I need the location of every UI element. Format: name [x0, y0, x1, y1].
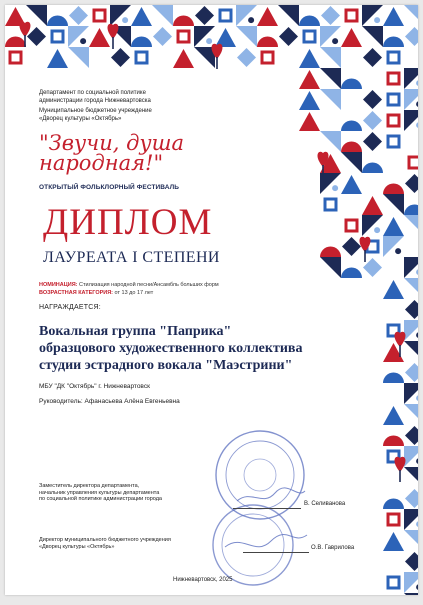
ornament-tile [363, 132, 382, 151]
ornament-tile [299, 112, 320, 131]
ornament-tile [388, 115, 399, 126]
diploma-sheet [5, 5, 418, 595]
ornament-tile [362, 163, 383, 174]
ornament-tile [52, 31, 63, 42]
nomination-row [39, 281, 219, 289]
ornament-tile [416, 122, 418, 128]
ornament-tile [320, 47, 341, 68]
ornament-tile [416, 395, 418, 401]
ornament-tile [89, 28, 110, 47]
ornament-tile [341, 142, 362, 153]
ornament-tile [404, 341, 418, 362]
ornament-tile [47, 16, 68, 27]
ornament-tile [404, 215, 418, 236]
ornament-tile [322, 165, 324, 177]
ornament-tile [405, 300, 418, 319]
ornament-tile [122, 17, 128, 23]
ornament-tile [416, 332, 418, 338]
festival-label: ОТКРЫТЫЙ ФОЛЬКЛОРНЫЙ ФЕСТИВАЛЬ [39, 184, 180, 191]
signatory-1-name: В. Селиванова [304, 501, 346, 507]
winner-institution: МБУ "ДК "Октябрь" г. Нижневартовск [39, 383, 150, 390]
ornament-tile [362, 5, 383, 26]
ornament-tile [404, 467, 418, 488]
winner-line: студии эстрадного вокала "Маэстрини" [39, 358, 293, 373]
ornament-tile [279, 27, 298, 46]
ornament-tile [341, 268, 362, 279]
ornament-tile [388, 73, 399, 84]
ornament-tile [383, 406, 404, 425]
ornament-tile [108, 24, 119, 39]
winner-name [39, 323, 302, 374]
winner-leader: Руководитель: Афанасьева Алёна Евгеньевна [39, 398, 180, 405]
ornament-tile [304, 31, 315, 42]
ornament-tile [10, 52, 21, 63]
winner-line: образцового художественного коллектива [39, 341, 303, 356]
ornament-tile [404, 509, 418, 530]
ornament-tile [405, 489, 418, 508]
department-line: администрации города Нижневартовска [39, 98, 151, 104]
ornament-tile [278, 5, 299, 26]
ornament-tile [383, 436, 404, 447]
ornament-tile [404, 89, 418, 110]
ornament-tile [404, 205, 418, 216]
ornament-tile [320, 89, 341, 110]
ornament-tile [405, 552, 418, 571]
ornament-tile [153, 27, 172, 46]
institution-line: «Дворец культуры «Октябрь» [39, 116, 122, 122]
ornament-tile [112, 37, 114, 49]
ornament-tile [299, 70, 320, 89]
ornament-tile [320, 131, 341, 152]
ornament-tile [416, 269, 418, 275]
ornament-tile [346, 10, 357, 21]
ornament-tile [404, 593, 418, 595]
ornament-tile [131, 7, 152, 26]
awarded-label: НАГРАЖДАЕТСЯ: [39, 304, 101, 311]
ornament-tile [383, 499, 404, 510]
ornament-tile [342, 237, 361, 256]
ornament-tile [388, 94, 399, 105]
festival-slogan [39, 133, 184, 173]
ornament-tile [194, 47, 215, 68]
ornament-tile [363, 111, 382, 130]
ornament-tile [404, 404, 418, 425]
ornament-tile [364, 250, 366, 262]
ornament-tile [363, 90, 382, 109]
ornament-tile [399, 470, 401, 482]
ornament-tile [236, 5, 257, 26]
signatory-2-position [39, 537, 171, 550]
ornament-tile [332, 185, 338, 191]
signatory-2-name: О.В. Гаврилова [311, 545, 355, 551]
laureate-degree: ЛАУРЕАТА I СТЕПЕНИ [43, 249, 220, 266]
department-name [39, 89, 151, 105]
ornament-tile [363, 258, 382, 277]
nomination-block [39, 281, 219, 297]
ornament-tile [341, 175, 362, 194]
ornament-tile [111, 48, 130, 67]
ornament-tile [388, 514, 399, 525]
ornament-tile [136, 52, 147, 63]
ornament-tile [320, 247, 341, 258]
age-category-label: ВОЗРАСТНАЯ КАТЕГОРИЯ: [39, 290, 114, 296]
ornament-tile [216, 57, 218, 69]
ornament-tile [5, 37, 26, 48]
signatory-1-position [39, 483, 162, 503]
ornament-tile [94, 10, 105, 21]
ornament-tile [69, 6, 88, 25]
department-line: Департамент по социальной политике [39, 90, 146, 96]
winner-line: Вокальная группа "Паприка" [39, 324, 232, 339]
signatory-line: Директор муниципального бюджетного учреждения [39, 537, 171, 543]
ornament-tile [47, 49, 68, 68]
ornament-tile [404, 5, 418, 26]
ornament-tile [404, 320, 418, 341]
ornament-tile [262, 52, 273, 63]
ornament-tile [383, 37, 404, 48]
ornament-tile [395, 248, 401, 254]
ornament-tile [68, 47, 89, 68]
ornament-tile [383, 217, 404, 236]
ornament-tile [299, 49, 320, 68]
ornament-tile [416, 521, 418, 527]
ornament-tile [388, 577, 399, 588]
ornament-tile [404, 68, 418, 89]
ornament-tile [173, 49, 194, 68]
institution-line: Муниципальное бюджетное учреждение [39, 108, 152, 114]
ornament-tile [332, 38, 338, 44]
ornament-tile [404, 572, 418, 593]
ornament-tile [383, 373, 404, 384]
slogan-line: народная!" [39, 151, 164, 175]
ornament-tile [346, 220, 357, 231]
nomination-value: Стилизация народной песни/Ансамбль больших форм [79, 282, 219, 288]
ornament-tile [405, 426, 418, 445]
ornament-tile [152, 5, 173, 26]
ornament-tile [404, 278, 418, 299]
ornament-tile [362, 26, 383, 47]
signatory-line: Заместитель директора департамента, [39, 483, 140, 489]
slogan-line: "Звучи, душа [39, 131, 184, 155]
ornament-tile [374, 227, 380, 233]
ornament-tile [383, 7, 404, 26]
ornament-tile [341, 121, 362, 132]
ornament-tile [383, 194, 404, 215]
ornament-tile [405, 27, 418, 46]
ornament-tile [362, 215, 383, 236]
ornament-tile [404, 110, 418, 131]
ornament-tile [194, 26, 215, 47]
ornament-tile [395, 457, 406, 472]
ornament-tile [24, 35, 26, 47]
ornament-tile [27, 27, 46, 46]
ornament-tile [341, 152, 362, 173]
ornament-tile [416, 458, 418, 464]
ornament-tile [325, 199, 336, 210]
ornament-tile [360, 237, 371, 252]
place-and-year: Нижневартовск, 2025 [173, 577, 233, 583]
ornament-tile [405, 363, 418, 382]
ornament-tile [321, 6, 340, 25]
signatory-line: начальник управления культуры департамента [39, 489, 160, 496]
ornament-tile [80, 38, 86, 44]
ornament-tile [173, 16, 194, 27]
ornament-tile [404, 383, 418, 404]
ornament-tile [341, 79, 362, 90]
ornament-tile [388, 52, 399, 63]
ornament-tile [341, 28, 362, 47]
ornament-tile [299, 16, 320, 27]
signature-line [233, 508, 301, 509]
ornament-tile [68, 26, 89, 47]
ornament-tile [220, 10, 231, 21]
ornament-tile [404, 257, 418, 278]
ornament-tile [131, 37, 152, 48]
ornament-tile [257, 7, 278, 26]
ornament-tile [374, 17, 380, 23]
ornament-tile [299, 91, 320, 110]
ornament-tile [363, 48, 382, 67]
ornament-tile [248, 17, 254, 23]
ornament-tile [399, 345, 401, 357]
ornament-tile [416, 584, 418, 590]
ornament-tile [404, 446, 418, 467]
ornament-tile [320, 26, 341, 47]
ornament-tile [320, 68, 341, 89]
ornament-tile [236, 26, 257, 47]
ornament-tile [237, 48, 256, 67]
ornament-tile [320, 257, 341, 278]
ornament-tile [383, 532, 404, 551]
signatory-line: «Дворец культуры «Октябрь» [39, 543, 115, 550]
ornament-tile [388, 136, 399, 147]
ornament-tile [362, 196, 383, 215]
ornament-tile [195, 6, 214, 25]
nomination-label: НОМИНАЦИЯ: [39, 282, 78, 288]
ornament-tile [416, 80, 418, 86]
ornament-tile [110, 5, 131, 26]
ornament-tile [257, 37, 278, 48]
signatory-line: по социальной политике администрации города [39, 496, 162, 502]
ornament-tile [404, 530, 418, 551]
ornament-tile [178, 31, 189, 42]
ornament-tile [383, 236, 404, 257]
signature-line [243, 552, 309, 553]
ornament-tile [416, 101, 418, 107]
diploma-title: ДИПЛОМ [43, 202, 213, 243]
ornament-tile [405, 174, 418, 193]
ornament-tile [395, 332, 406, 347]
institution-name [39, 107, 152, 123]
ornament-tile [383, 184, 404, 195]
ornament-tile [383, 280, 404, 299]
ornament-tile [206, 38, 212, 44]
age-category-row [39, 289, 219, 297]
ornament-tile [409, 157, 418, 168]
age-category-value: от 13 до 17 лет [114, 290, 154, 296]
